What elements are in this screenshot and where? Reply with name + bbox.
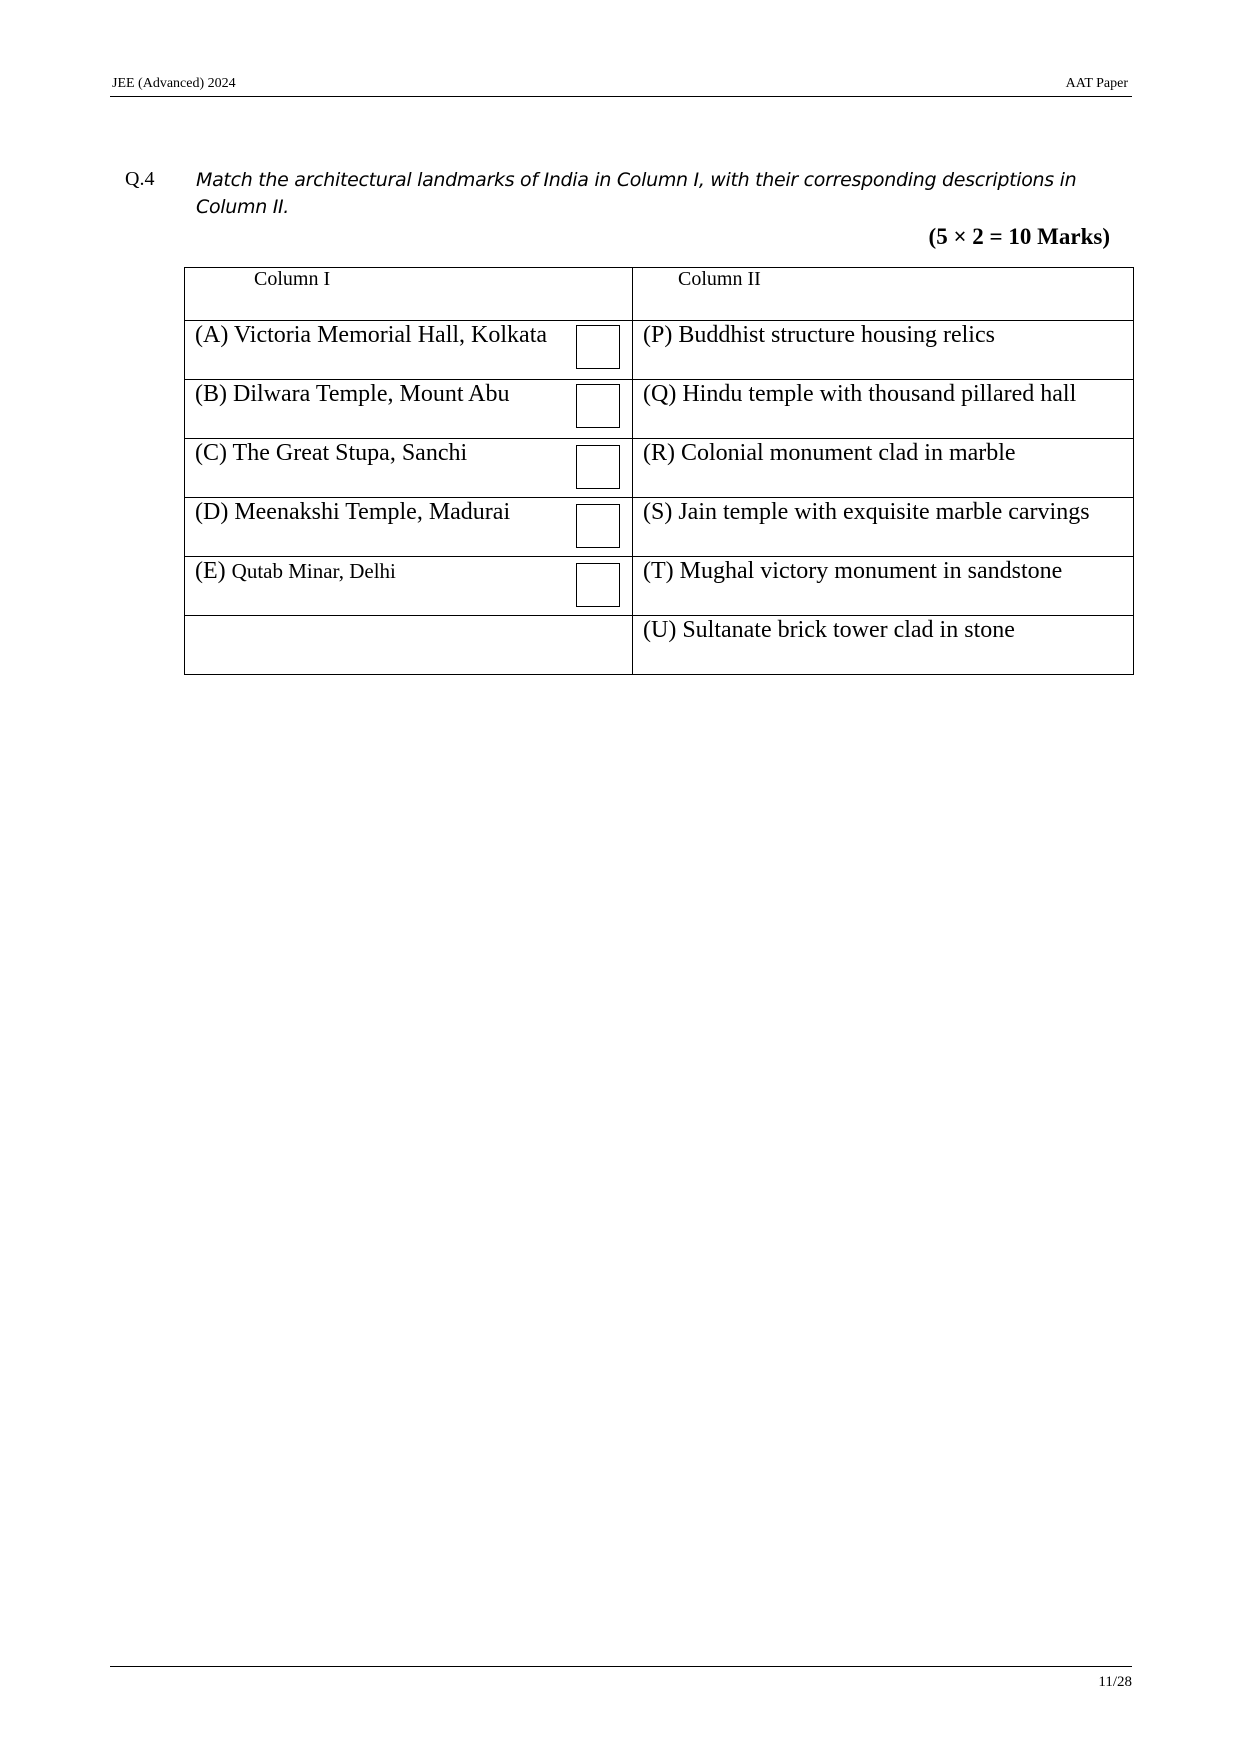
paper-name: AAT Paper [1065,76,1128,91]
table-header-row [185,268,1134,321]
column-1-cell [185,321,633,380]
question-marks: (5 × 2 = 10 Marks) [928,224,1110,249]
column-1-cell [185,380,633,439]
description-t: (T) Mughal victory monument in sandstone [643,558,1063,584]
column-1-header-cell [185,268,633,321]
landmark-e [195,558,396,585]
column-2-cell [633,439,1134,498]
landmark-e-name: Qutab Minar, Delhi [231,559,396,583]
column-2-cell [633,616,1134,675]
landmark-e-prefix: (E) [195,558,232,584]
page-number: 11/28 [1098,1674,1132,1690]
match-table [184,267,1134,675]
table-row [185,557,1134,616]
table-row [185,616,1134,675]
question-number: Q.4 [125,168,155,190]
empty-cell [185,616,633,675]
answer-box-c[interactable] [576,445,620,489]
column-1-cell [185,498,633,557]
page-header [110,76,1132,97]
landmark-d: (D) Meenakshi Temple, Madurai [195,499,511,525]
page-footer [110,1666,1132,1690]
answer-box-d[interactable] [576,504,620,548]
column-2-cell [633,321,1134,380]
exam-title: JEE (Advanced) 2024 [112,76,236,91]
column-1-header: Column I [254,268,331,290]
table-row [185,321,1134,380]
landmark-a: (A) Victoria Memorial Hall, Kolkata [195,322,548,348]
landmark-b: (B) Dilwara Temple, Mount Abu [195,381,510,407]
column-2-header-cell [633,268,1134,321]
column-2-cell [633,498,1134,557]
description-r: (R) Colonial monument clad in marble [643,440,1016,466]
answer-box-b[interactable] [576,384,620,428]
column-1-cell [185,557,633,616]
landmark-c: (C) The Great Stupa, Sanchi [195,440,468,466]
description-u: (U) Sultanate brick tower clad in stone [643,617,1015,643]
question-text: Match the architectural landmarks of India in Column I, with their corresponding descriptions in Column II. [196,169,1077,218]
column-2-cell [633,557,1134,616]
description-q: (Q) Hindu temple with thousand pillared hall [643,381,1077,407]
table-row [185,380,1134,439]
answer-box-e[interactable] [576,563,620,607]
description-s: (S) Jain temple with exquisite marble carvings [643,499,1090,525]
column-2-header: Column II [678,268,761,290]
table-row [185,439,1134,498]
description-p: (P) Buddhist structure housing relics [643,322,995,348]
column-2-cell [633,380,1134,439]
table-row [185,498,1134,557]
column-1-cell [185,439,633,498]
answer-box-a[interactable] [576,325,620,369]
